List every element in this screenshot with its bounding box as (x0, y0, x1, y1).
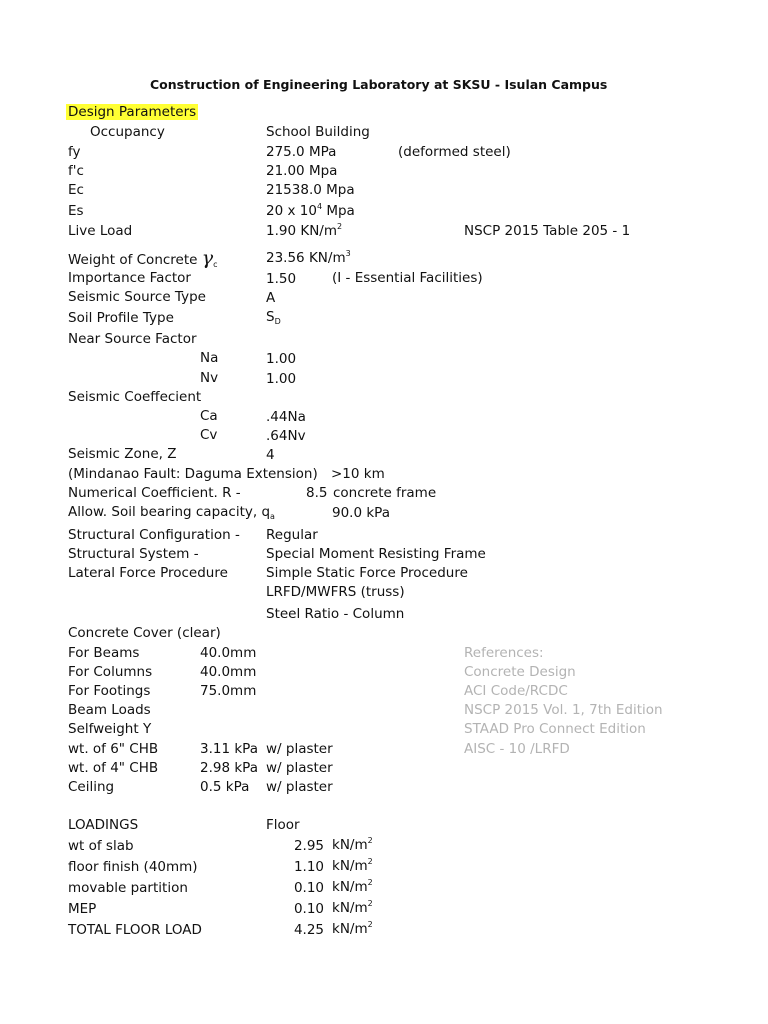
fy-value: 275.0 MPa (266, 144, 337, 160)
live-load-number: 1.90 KN/m (266, 223, 338, 239)
table-row-value: 0.10 (293, 901, 324, 917)
cover-heading: Concrete Cover (clear) (68, 625, 221, 641)
cover-footings-label: For Footings (68, 683, 151, 699)
selfweight-label: Selfweight Y (68, 721, 152, 737)
references-heading: References: (464, 645, 544, 661)
es-unit: Mpa (322, 203, 355, 219)
reference-item: STAAD Pro Connect Edition (464, 721, 646, 737)
soil-bearing-value: 90.0 kPa (332, 505, 390, 521)
table-row-label: wt of slab (68, 838, 134, 854)
unit-exponent: 2 (367, 920, 373, 929)
cover-beams-value: 40.0mm (200, 645, 257, 661)
table-row-unit (332, 858, 373, 874)
fault-value: >10 km (331, 466, 385, 482)
ceiling-value: 0.5 kPa (200, 779, 250, 795)
table-row-unit (332, 879, 373, 895)
loadings-column-header: Floor (266, 817, 300, 833)
live-load-exponent: 2 (337, 222, 343, 231)
ca-value: .44Na (266, 409, 306, 425)
chb4-value: 2.98 kPa (200, 760, 258, 776)
seismic-coefficient-label: Seismic Coeffecient (68, 389, 202, 405)
weight-concrete-exponent: 3 (345, 249, 351, 258)
unit-text: kN/m (332, 858, 368, 874)
es-mantissa: 20 x 10 (266, 203, 317, 219)
unit-text: kN/m (332, 879, 368, 895)
table-row-unit (332, 900, 373, 916)
seismic-zone-label: Seismic Zone, Z (68, 446, 177, 462)
cv-label: Cv (200, 427, 218, 443)
design-parameters-heading (66, 104, 198, 120)
unit-exponent: 2 (367, 857, 373, 866)
seismic-zone-value: 4 (266, 447, 275, 463)
weight-concrete-value (266, 250, 351, 266)
struct-config-label: Structural Configuration - (68, 527, 240, 543)
unit-text: kN/m (332, 900, 368, 916)
numerical-coefficient-value: 8.5 (306, 485, 328, 501)
weight-concrete-text: Weight of Concrete (68, 252, 198, 268)
table-row-value: 1.10 (293, 859, 324, 875)
lateral-force-value: Simple Static Force Procedure (266, 565, 468, 581)
near-source-label: Near Source Factor (68, 331, 197, 347)
es-label: Es (68, 203, 84, 219)
ec-label: Ec (68, 182, 84, 198)
unit-exponent: 2 (367, 836, 373, 845)
cover-columns-value: 40.0mm (200, 664, 257, 680)
loadings-heading: LOADINGS (68, 817, 139, 833)
table-row-unit (332, 837, 373, 853)
struct-system-value: Special Moment Resisting Frame (266, 546, 486, 562)
reference-item: Concrete Design (464, 664, 576, 680)
steel-ratio-value: Steel Ratio - Column (266, 606, 405, 622)
unit-text: kN/m (332, 921, 368, 937)
live-load-label: Live Load (68, 223, 133, 239)
beam-loads-label: Beam Loads (68, 702, 151, 718)
chb6-note: w/ plaster (266, 741, 333, 757)
fy-label: fy (68, 144, 81, 160)
cover-columns-label: For Columns (68, 664, 153, 680)
ceiling-label: Ceiling (68, 779, 115, 795)
soil-profile-letter: S (266, 309, 275, 325)
es-value (266, 203, 355, 219)
fc-value: 21.00 Mpa (266, 163, 338, 179)
chb6-value: 3.11 kPa (200, 741, 258, 757)
soil-profile-subscript: D (274, 317, 281, 326)
soil-bearing-text: Allow. Soil bearing capacity, q (68, 504, 271, 520)
es-exponent: 4 (316, 202, 323, 211)
table-row-unit (332, 921, 373, 937)
chb4-label: wt. of 4" CHB (68, 760, 159, 776)
cover-beams-label: For Beams (68, 645, 140, 661)
table-row-label: floor finish (40mm) (68, 859, 198, 875)
occupancy-value: School Building (266, 124, 370, 140)
unit-text: kN/m (332, 837, 368, 853)
occupancy-label: Occupancy (90, 124, 165, 140)
gamma-subscript: c (213, 260, 218, 269)
numerical-coefficient-note: concrete frame (333, 485, 437, 501)
table-row-label: TOTAL FLOOR LOAD (68, 922, 202, 938)
lateral-force-label: Lateral Force Procedure (68, 565, 228, 581)
importance-value: 1.50 (266, 271, 297, 287)
reference-item: AISC - 10 /LRFD (464, 741, 570, 757)
fault-label: (Mindanao Fault: Daguma Extension) (68, 466, 318, 482)
ca-label: Ca (200, 408, 218, 424)
gamma-symbol: γ (201, 247, 214, 269)
unit-exponent: 2 (367, 878, 373, 887)
page-title: Construction of Engineering Laboratory at SKSU - Isulan Campus (150, 77, 608, 92)
table-row-label: MEP (68, 901, 97, 917)
cover-footings-value: 75.0mm (200, 683, 257, 699)
live-load-value (266, 223, 342, 239)
numerical-coefficient-label: Numerical Coefficient. R - (68, 485, 241, 501)
weight-concrete-label (68, 247, 218, 269)
soil-bearing-subscript: a (270, 512, 275, 521)
chb6-label: wt. of 6" CHB (68, 741, 159, 757)
table-row-value: 2.95 (293, 838, 324, 854)
unit-exponent: 2 (367, 899, 373, 908)
seismic-source-label: Seismic Source Type (68, 289, 206, 305)
na-label: Na (200, 350, 219, 366)
lrfd-value: LRFD/MWFRS (truss) (266, 584, 405, 600)
reference-item: ACI Code/RCDC (464, 683, 568, 699)
soil-profile-value (266, 309, 281, 325)
weight-concrete-number: 23.56 KN/m (266, 250, 346, 266)
table-row-label: movable partition (68, 880, 188, 896)
table-row-value: 4.25 (293, 922, 324, 938)
table-row-value: 0.10 (293, 880, 324, 896)
seismic-source-value: A (266, 290, 276, 306)
struct-config-value: Regular (266, 527, 318, 543)
importance-label: Importance Factor (68, 270, 191, 286)
chb4-note: w/ plaster (266, 760, 333, 776)
importance-note: (I - Essential Facilities) (332, 270, 483, 286)
fc-label: f'c (68, 163, 84, 179)
reference-item: NSCP 2015 Vol. 1, 7th Edition (464, 702, 663, 718)
soil-bearing-label (68, 504, 275, 520)
cv-value: .64Nv (266, 428, 306, 444)
struct-system-label: Structural System - (68, 546, 199, 562)
live-load-reference: NSCP 2015 Table 205 - 1 (464, 223, 631, 239)
nv-label: Nv (200, 370, 219, 386)
na-value: 1.00 (266, 351, 297, 367)
soil-profile-label: Soil Profile Type (68, 310, 174, 326)
ceiling-note: w/ plaster (266, 779, 333, 795)
design-parameters-highlight: Design Parameters (68, 104, 197, 120)
fy-note: (deformed steel) (398, 144, 511, 160)
nv-value: 1.00 (266, 371, 297, 387)
ec-value: 21538.0 Mpa (266, 182, 355, 198)
